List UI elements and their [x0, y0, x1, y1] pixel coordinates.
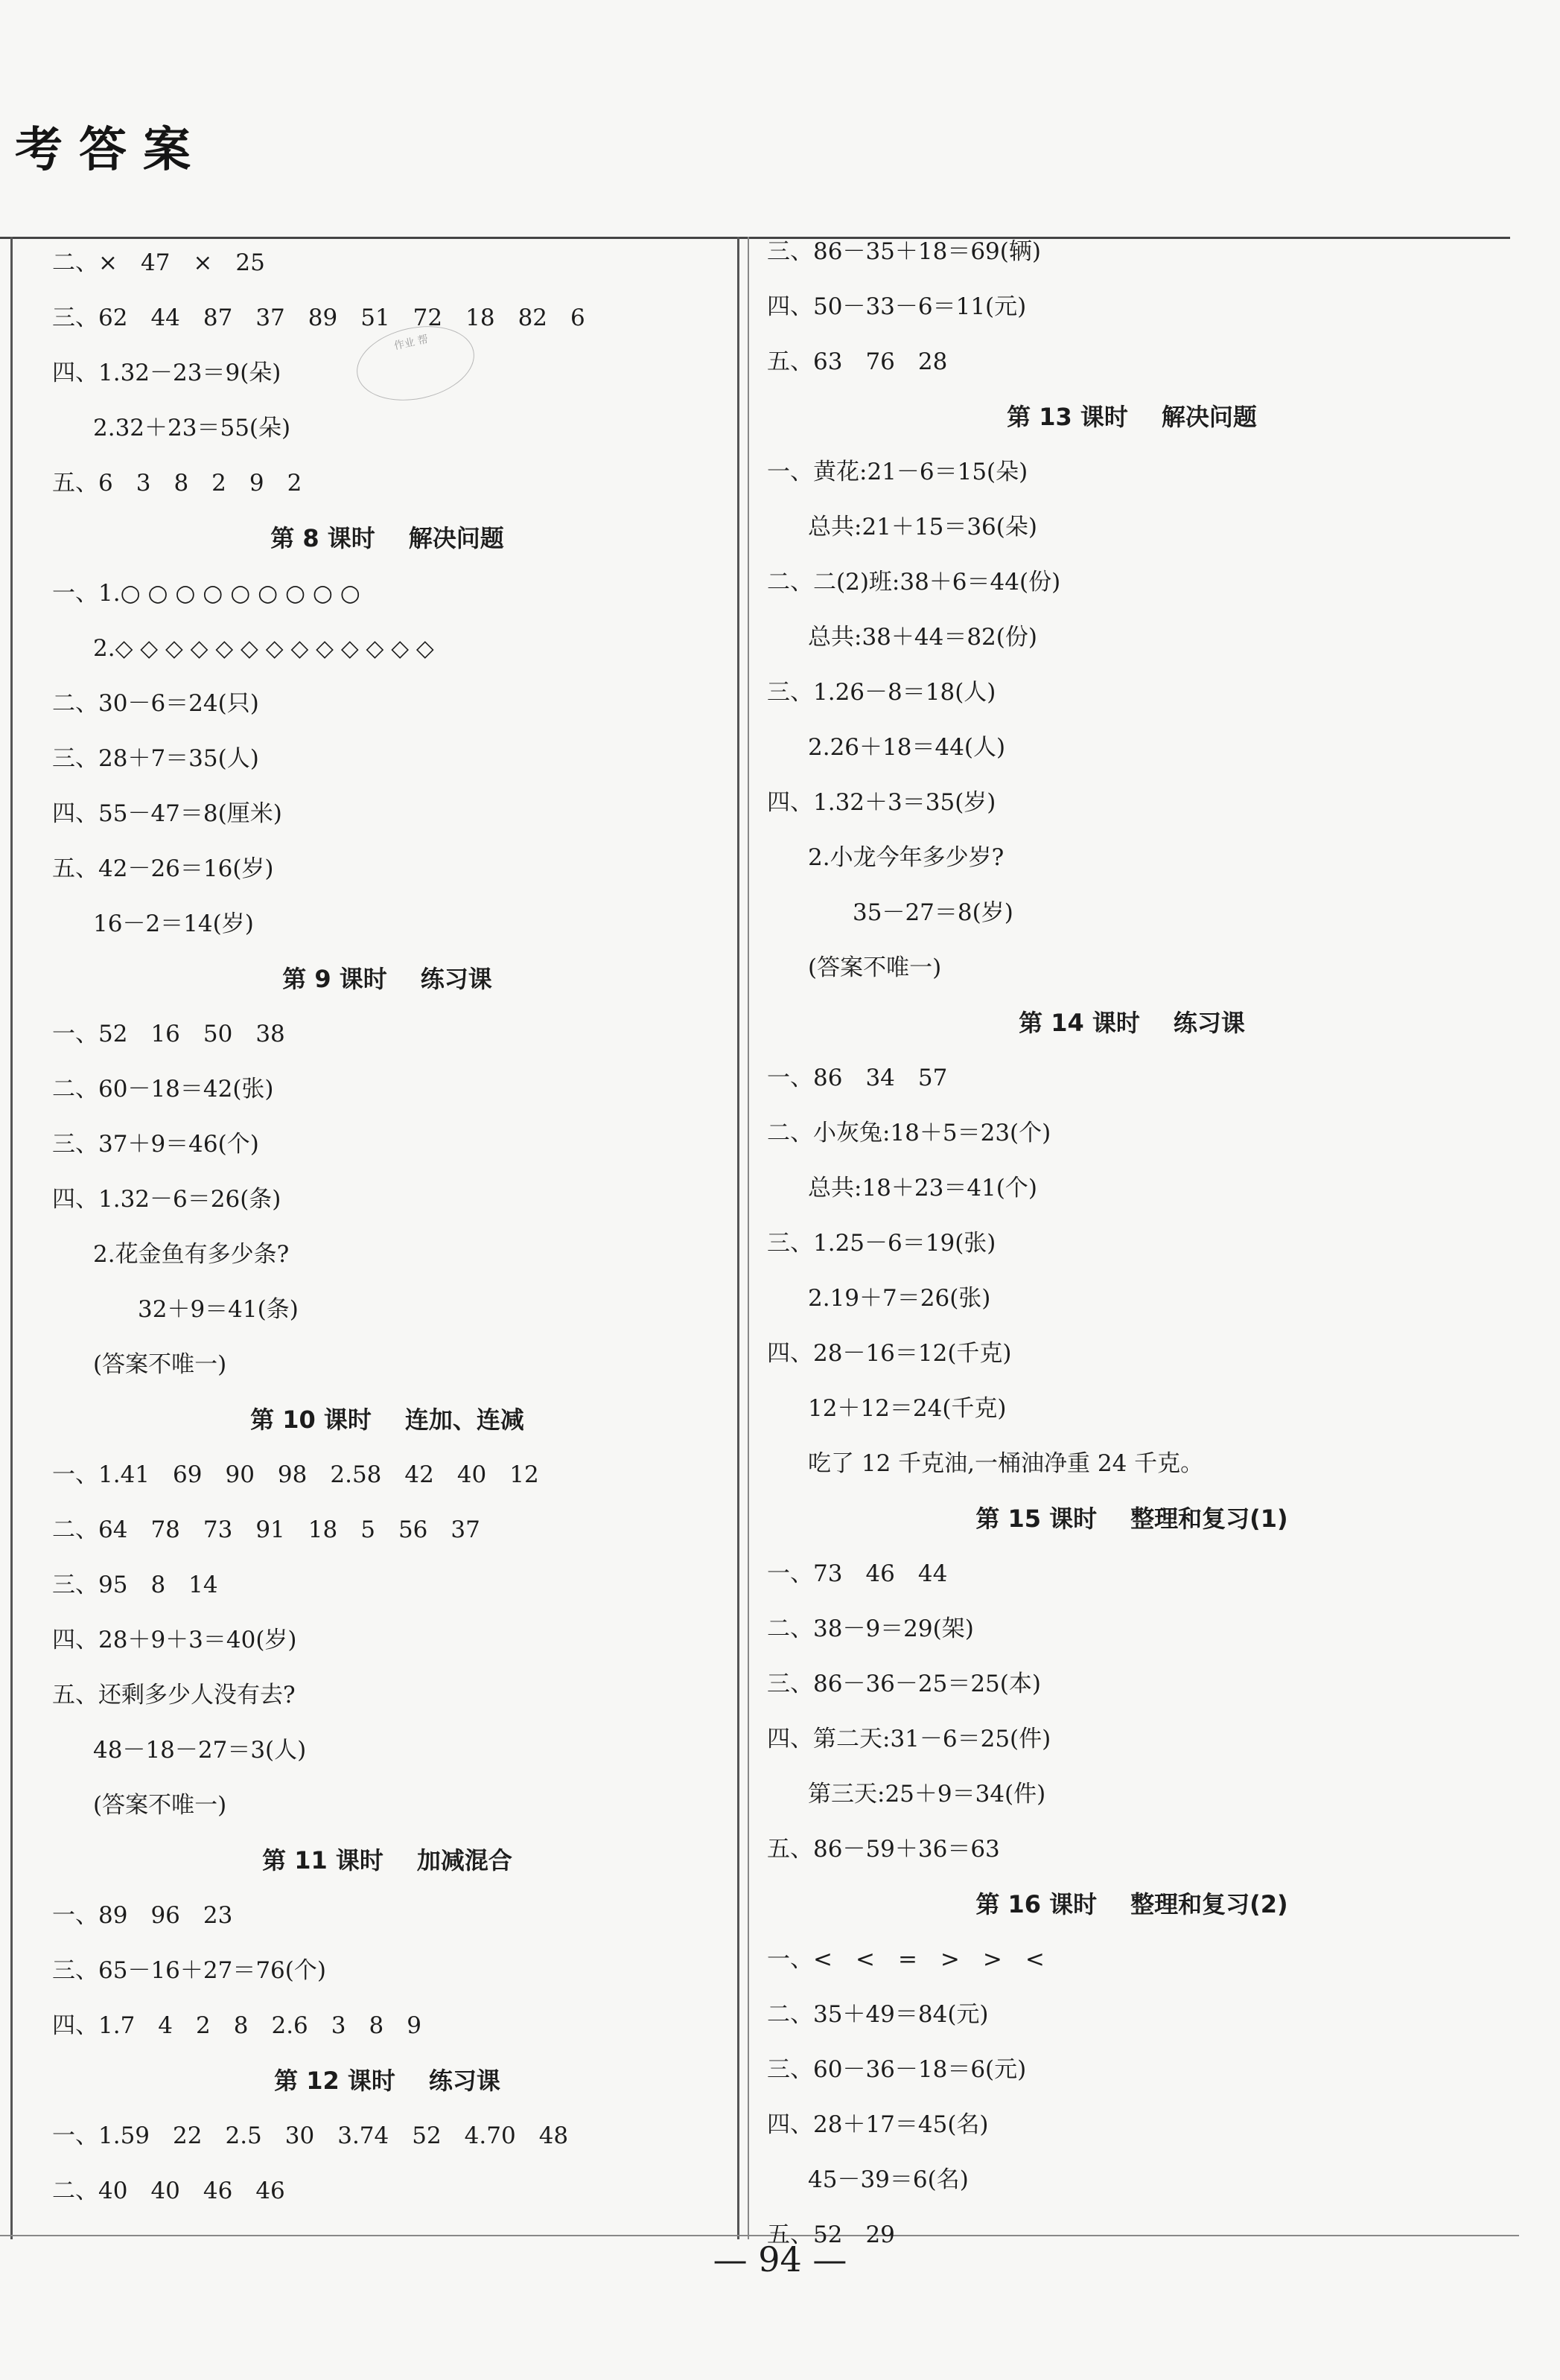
answer-line: 12＋12＝24(千克): [808, 1395, 1007, 1422]
lesson-number: 第 8 课时: [270, 524, 375, 552]
answer-line: 二、30－6＝24(只): [52, 690, 259, 717]
lesson-topic: 解决问题: [408, 524, 504, 552]
answer-line: 一、1.59 22 2.5 30 3.74 52 4.70 48: [52, 2122, 569, 2149]
answer-line: 四、1.32－23＝9(朵): [52, 360, 281, 386]
homework-stamp: 作业 帮: [350, 316, 481, 410]
lesson-topic: 练习课: [420, 965, 492, 993]
lesson-heading: [52, 2053, 722, 2108]
lesson-topic: 整理和复习(1): [1130, 1505, 1288, 1533]
answer-line: 四、1.32－6＝26(条): [52, 1186, 281, 1213]
answer-line: 吃了 12 千克油,一桶油净重 24 千克。: [808, 1450, 1204, 1477]
lesson-number: 第 9 课时: [282, 965, 387, 993]
lesson-heading: [52, 951, 722, 1006]
answer-line: 三、28＋7＝35(人): [52, 745, 259, 772]
answer-line: 总共:21＋15＝36(朵): [808, 514, 1037, 540]
answer-line: 一、73 46 44: [767, 1560, 948, 1587]
answer-line: 48－18－27＝3(人): [93, 1737, 307, 1764]
lesson-number: 第 14 课时: [1019, 1009, 1140, 1037]
lesson-heading: [52, 1392, 722, 1447]
lesson-heading: [767, 995, 1497, 1050]
answer-line: 四、50－33－6＝11(元): [767, 293, 1027, 320]
answer-line: 三、60－36－18＝6(元): [767, 2056, 1027, 2083]
answer-line: 2.小龙今年多少岁?: [808, 844, 1005, 871]
answer-line: 二、小灰兔:18＋5＝23(个): [767, 1120, 1051, 1146]
page-title: 考答案: [15, 123, 207, 178]
answer-line: 32＋9＝41(条): [138, 1296, 299, 1323]
answer-line: 四、28－16＝12(千克): [767, 1340, 1012, 1367]
answer-line: 三、1.26－8＝18(人): [767, 679, 996, 706]
answer-line: 二、40 40 46 46: [52, 2178, 285, 2204]
answer-line: 一、89 96 23: [52, 1902, 233, 1929]
answer-line: 总共:18＋23＝41(个): [808, 1175, 1037, 1202]
answer-line: 一、52 16 50 38: [52, 1021, 285, 1047]
lesson-number: 第 16 课时: [975, 1890, 1098, 1918]
answer-line: 2.◇ ◇ ◇ ◇ ◇ ◇ ◇ ◇ ◇ ◇ ◇ ◇ ◇: [93, 635, 434, 662]
answer-line: 五、还剩多少人没有去?: [52, 1682, 296, 1709]
column-divider-inner: [748, 237, 749, 2239]
lesson-topic: 练习课: [428, 2067, 500, 2095]
page-number: — 94 —: [713, 2239, 847, 2279]
answer-line: 第三天:25＋9＝34(件): [808, 1781, 1046, 1808]
answer-line: 45－39＝6(名): [808, 2166, 969, 2193]
left-answer-column: [52, 235, 722, 2218]
answer-line: 二、二(2)班:38＋6＝44(份): [767, 569, 1061, 596]
answer-line: 2.19＋7＝26(张): [808, 1285, 991, 1312]
answer-line: 2.花金鱼有多少条?: [93, 1241, 290, 1268]
answer-line: 二、35＋49＝84(元): [767, 2001, 989, 2028]
answer-line: 一、< < = > > <: [767, 1946, 1045, 1973]
lesson-heading: [767, 1877, 1497, 1932]
lesson-topic: 加减混合: [416, 1846, 512, 1875]
answer-line: (答案不唯一): [93, 1351, 227, 1378]
lesson-heading: [52, 1833, 722, 1888]
lesson-number: 第 15 课时: [975, 1505, 1098, 1533]
column-divider: [737, 237, 739, 2239]
answer-line: 三、62 44 87 37 89 51 72 18 82 6: [52, 304, 585, 331]
left-margin-rule: [10, 237, 13, 2239]
lesson-topic: 解决问题: [1161, 403, 1257, 431]
answer-line: 五、6 3 8 2 9 2: [52, 470, 302, 497]
answer-line: 二、60－18＝42(张): [52, 1076, 274, 1103]
lesson-heading: [767, 389, 1497, 444]
answer-line: 35－27＝8(岁): [853, 899, 1013, 926]
answer-line: 三、86－36－25＝25(本): [767, 1671, 1041, 1697]
lesson-heading: [52, 511, 722, 566]
answer-line: 一、黄花:21－6＝15(朵): [767, 459, 1028, 485]
answer-line: 四、第二天:31－6＝25(件): [767, 1726, 1051, 1752]
answer-line: 2.32＋23＝55(朵): [93, 415, 291, 441]
answer-line: 二、64 78 73 91 18 5 56 37: [52, 1516, 480, 1543]
answer-line: 五、42－26＝16(岁): [52, 855, 274, 882]
answer-line: (答案不唯一): [808, 954, 942, 981]
answer-line: 五、86－59＋36＝63: [767, 1836, 1000, 1863]
lesson-topic: 连加、连减: [404, 1406, 524, 1434]
right-answer-column: [767, 224, 1497, 2262]
answer-line: 三、1.25－6＝19(张): [767, 1230, 996, 1257]
lesson-number: 第 10 课时: [250, 1406, 372, 1434]
answer-line: 三、95 8 14: [52, 1572, 218, 1598]
lesson-number: 第 12 课时: [274, 2067, 395, 2095]
answer-line: 四、1.7 4 2 8 2.6 3 8 9: [52, 2012, 421, 2039]
lesson-number: 第 13 课时: [1007, 403, 1128, 431]
answer-line: 五、52 29: [767, 2221, 895, 2248]
answer-line: 16－2＝14(岁): [93, 910, 254, 937]
answer-line: 2.26＋18＝44(人): [808, 734, 1006, 761]
answer-line: 四、1.32＋3＝35(岁): [767, 789, 996, 816]
answer-line: (答案不唯一): [93, 1792, 227, 1819]
answer-line: 四、28＋17＝45(名): [767, 2111, 989, 2138]
answer-line: 五、63 76 28: [767, 348, 948, 375]
answer-line: 三、37＋9＝46(个): [52, 1131, 259, 1158]
answer-line: 三、86－35＋18＝69(辆): [767, 238, 1041, 265]
answer-line: 一、1.41 69 90 98 2.58 42 40 12: [52, 1461, 539, 1488]
lesson-number: 第 11 课时: [262, 1846, 383, 1875]
answer-line: 总共:38＋44＝82(份): [808, 624, 1037, 651]
answer-line: 一、1.○ ○ ○ ○ ○ ○ ○ ○ ○: [52, 580, 360, 607]
answer-line: 三、65－16＋27＝76(个): [52, 1957, 326, 1984]
answer-line: 一、86 34 57: [767, 1065, 948, 1091]
lesson-heading: [767, 1491, 1497, 1546]
answer-line: 四、55－47＝8(厘米): [52, 800, 282, 827]
answer-line: 四、28＋9＋3＝40(岁): [52, 1627, 297, 1653]
lesson-topic: 整理和复习(2): [1130, 1890, 1288, 1918]
lesson-topic: 练习课: [1173, 1009, 1245, 1037]
answer-line: 二、× 47 × 25: [52, 249, 265, 276]
answer-line: 二、38－9＝29(架): [767, 1615, 974, 1642]
